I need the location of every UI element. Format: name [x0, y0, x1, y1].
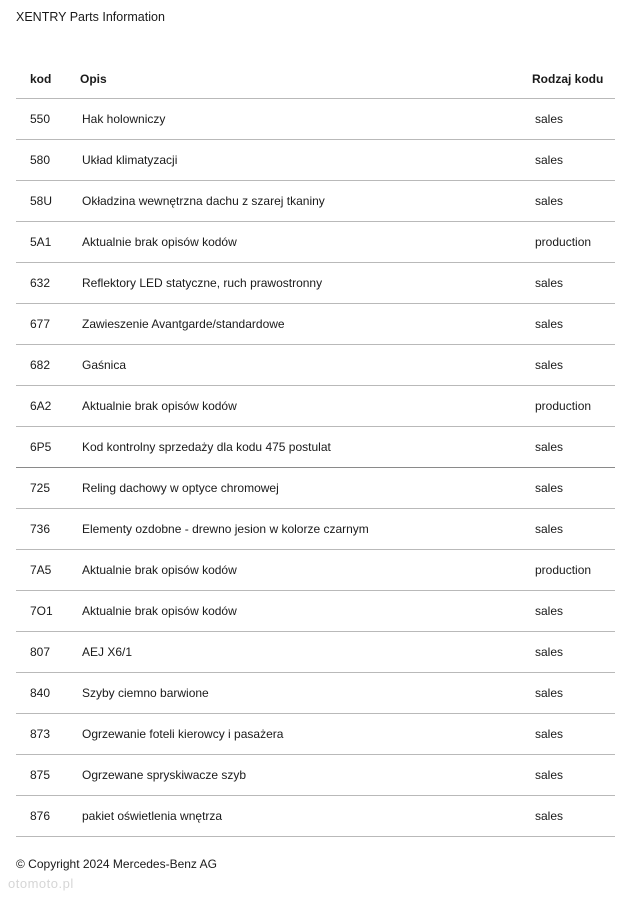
table-row: [16, 181, 615, 222]
code-cell: 840: [16, 673, 80, 714]
description-cell: Aktualnie brak opisów kodów: [80, 591, 532, 632]
table-row: [16, 345, 615, 386]
type-cell: sales: [532, 632, 615, 673]
table-row: [16, 714, 615, 755]
code-cell: 6P5: [16, 427, 80, 468]
table-row: [16, 632, 615, 673]
type-cell: sales: [532, 755, 615, 796]
description-cell: Aktualnie brak opisów kodów: [80, 386, 532, 427]
code-cell: 58U: [16, 181, 80, 222]
type-cell: sales: [532, 673, 615, 714]
page-title: XENTRY Parts Information: [16, 10, 165, 24]
copyright-footer: © Copyright 2024 Mercedes-Benz AG: [16, 857, 217, 871]
description-cell: pakiet oświetlenia wnętrza: [80, 796, 532, 837]
column-header-type: Rodzaj kodu: [532, 42, 615, 99]
column-header-description: Opis: [80, 42, 532, 99]
type-cell: sales: [532, 304, 615, 345]
description-cell: Ogrzewanie foteli kierowcy i pasażera: [80, 714, 532, 755]
code-cell: 873: [16, 714, 80, 755]
table-row: [16, 468, 615, 509]
code-cell: 5A1: [16, 222, 80, 263]
description-cell: Szyby ciemno barwione: [80, 673, 532, 714]
table-row: [16, 509, 615, 550]
column-header-code: kod: [16, 42, 80, 99]
table-row: [16, 796, 615, 837]
table-row: [16, 263, 615, 304]
description-cell: Kod kontrolny sprzedaży dla kodu 475 postulat: [80, 427, 532, 468]
type-cell: sales: [532, 345, 615, 386]
code-cell: 7A5: [16, 550, 80, 591]
code-cell: 580: [16, 140, 80, 181]
table-header-row: [16, 42, 615, 99]
code-cell: 725: [16, 468, 80, 509]
type-cell: sales: [532, 99, 615, 140]
table-row: [16, 550, 615, 591]
description-cell: Reflektory LED statyczne, ruch prawostronny: [80, 263, 532, 304]
table-row: [16, 140, 615, 181]
description-cell: Ogrzewane spryskiwacze szyb: [80, 755, 532, 796]
table-row: [16, 755, 615, 796]
type-cell: sales: [532, 427, 615, 468]
table-row: [16, 222, 615, 263]
code-cell: 632: [16, 263, 80, 304]
description-cell: Aktualnie brak opisów kodów: [80, 222, 532, 263]
description-cell: Hak holowniczy: [80, 99, 532, 140]
type-cell: sales: [532, 796, 615, 837]
type-cell: sales: [532, 140, 615, 181]
table-row: [16, 673, 615, 714]
type-cell: sales: [532, 714, 615, 755]
type-cell: production: [532, 386, 615, 427]
type-cell: production: [532, 550, 615, 591]
code-cell: 736: [16, 509, 80, 550]
description-cell: AEJ X6/1: [80, 632, 532, 673]
type-cell: production: [532, 222, 615, 263]
type-cell: sales: [532, 509, 615, 550]
description-cell: Zawieszenie Avantgarde/standardowe: [80, 304, 532, 345]
code-cell: 875: [16, 755, 80, 796]
code-cell: 876: [16, 796, 80, 837]
table-row: [16, 427, 615, 468]
description-cell: Reling dachowy w optyce chromowej: [80, 468, 532, 509]
parts-table: [16, 42, 615, 837]
table-row: [16, 386, 615, 427]
type-cell: sales: [532, 468, 615, 509]
code-cell: 550: [16, 99, 80, 140]
description-cell: Okładzina wewnętrzna dachu z szarej tkaniny: [80, 181, 532, 222]
code-cell: 677: [16, 304, 80, 345]
type-cell: sales: [532, 181, 615, 222]
table-row: [16, 591, 615, 632]
description-cell: Aktualnie brak opisów kodów: [80, 550, 532, 591]
code-cell: 682: [16, 345, 80, 386]
code-cell: 7O1: [16, 591, 80, 632]
type-cell: sales: [532, 263, 615, 304]
code-cell: 6A2: [16, 386, 80, 427]
table-row: [16, 304, 615, 345]
description-cell: Gaśnica: [80, 345, 532, 386]
description-cell: Układ klimatyzacji: [80, 140, 532, 181]
code-cell: 807: [16, 632, 80, 673]
table-row: [16, 99, 615, 140]
table-body: [16, 99, 615, 837]
watermark: otomoto.pl: [8, 876, 74, 891]
type-cell: sales: [532, 591, 615, 632]
description-cell: Elementy ozdobne - drewno jesion w kolorze czarnym: [80, 509, 532, 550]
